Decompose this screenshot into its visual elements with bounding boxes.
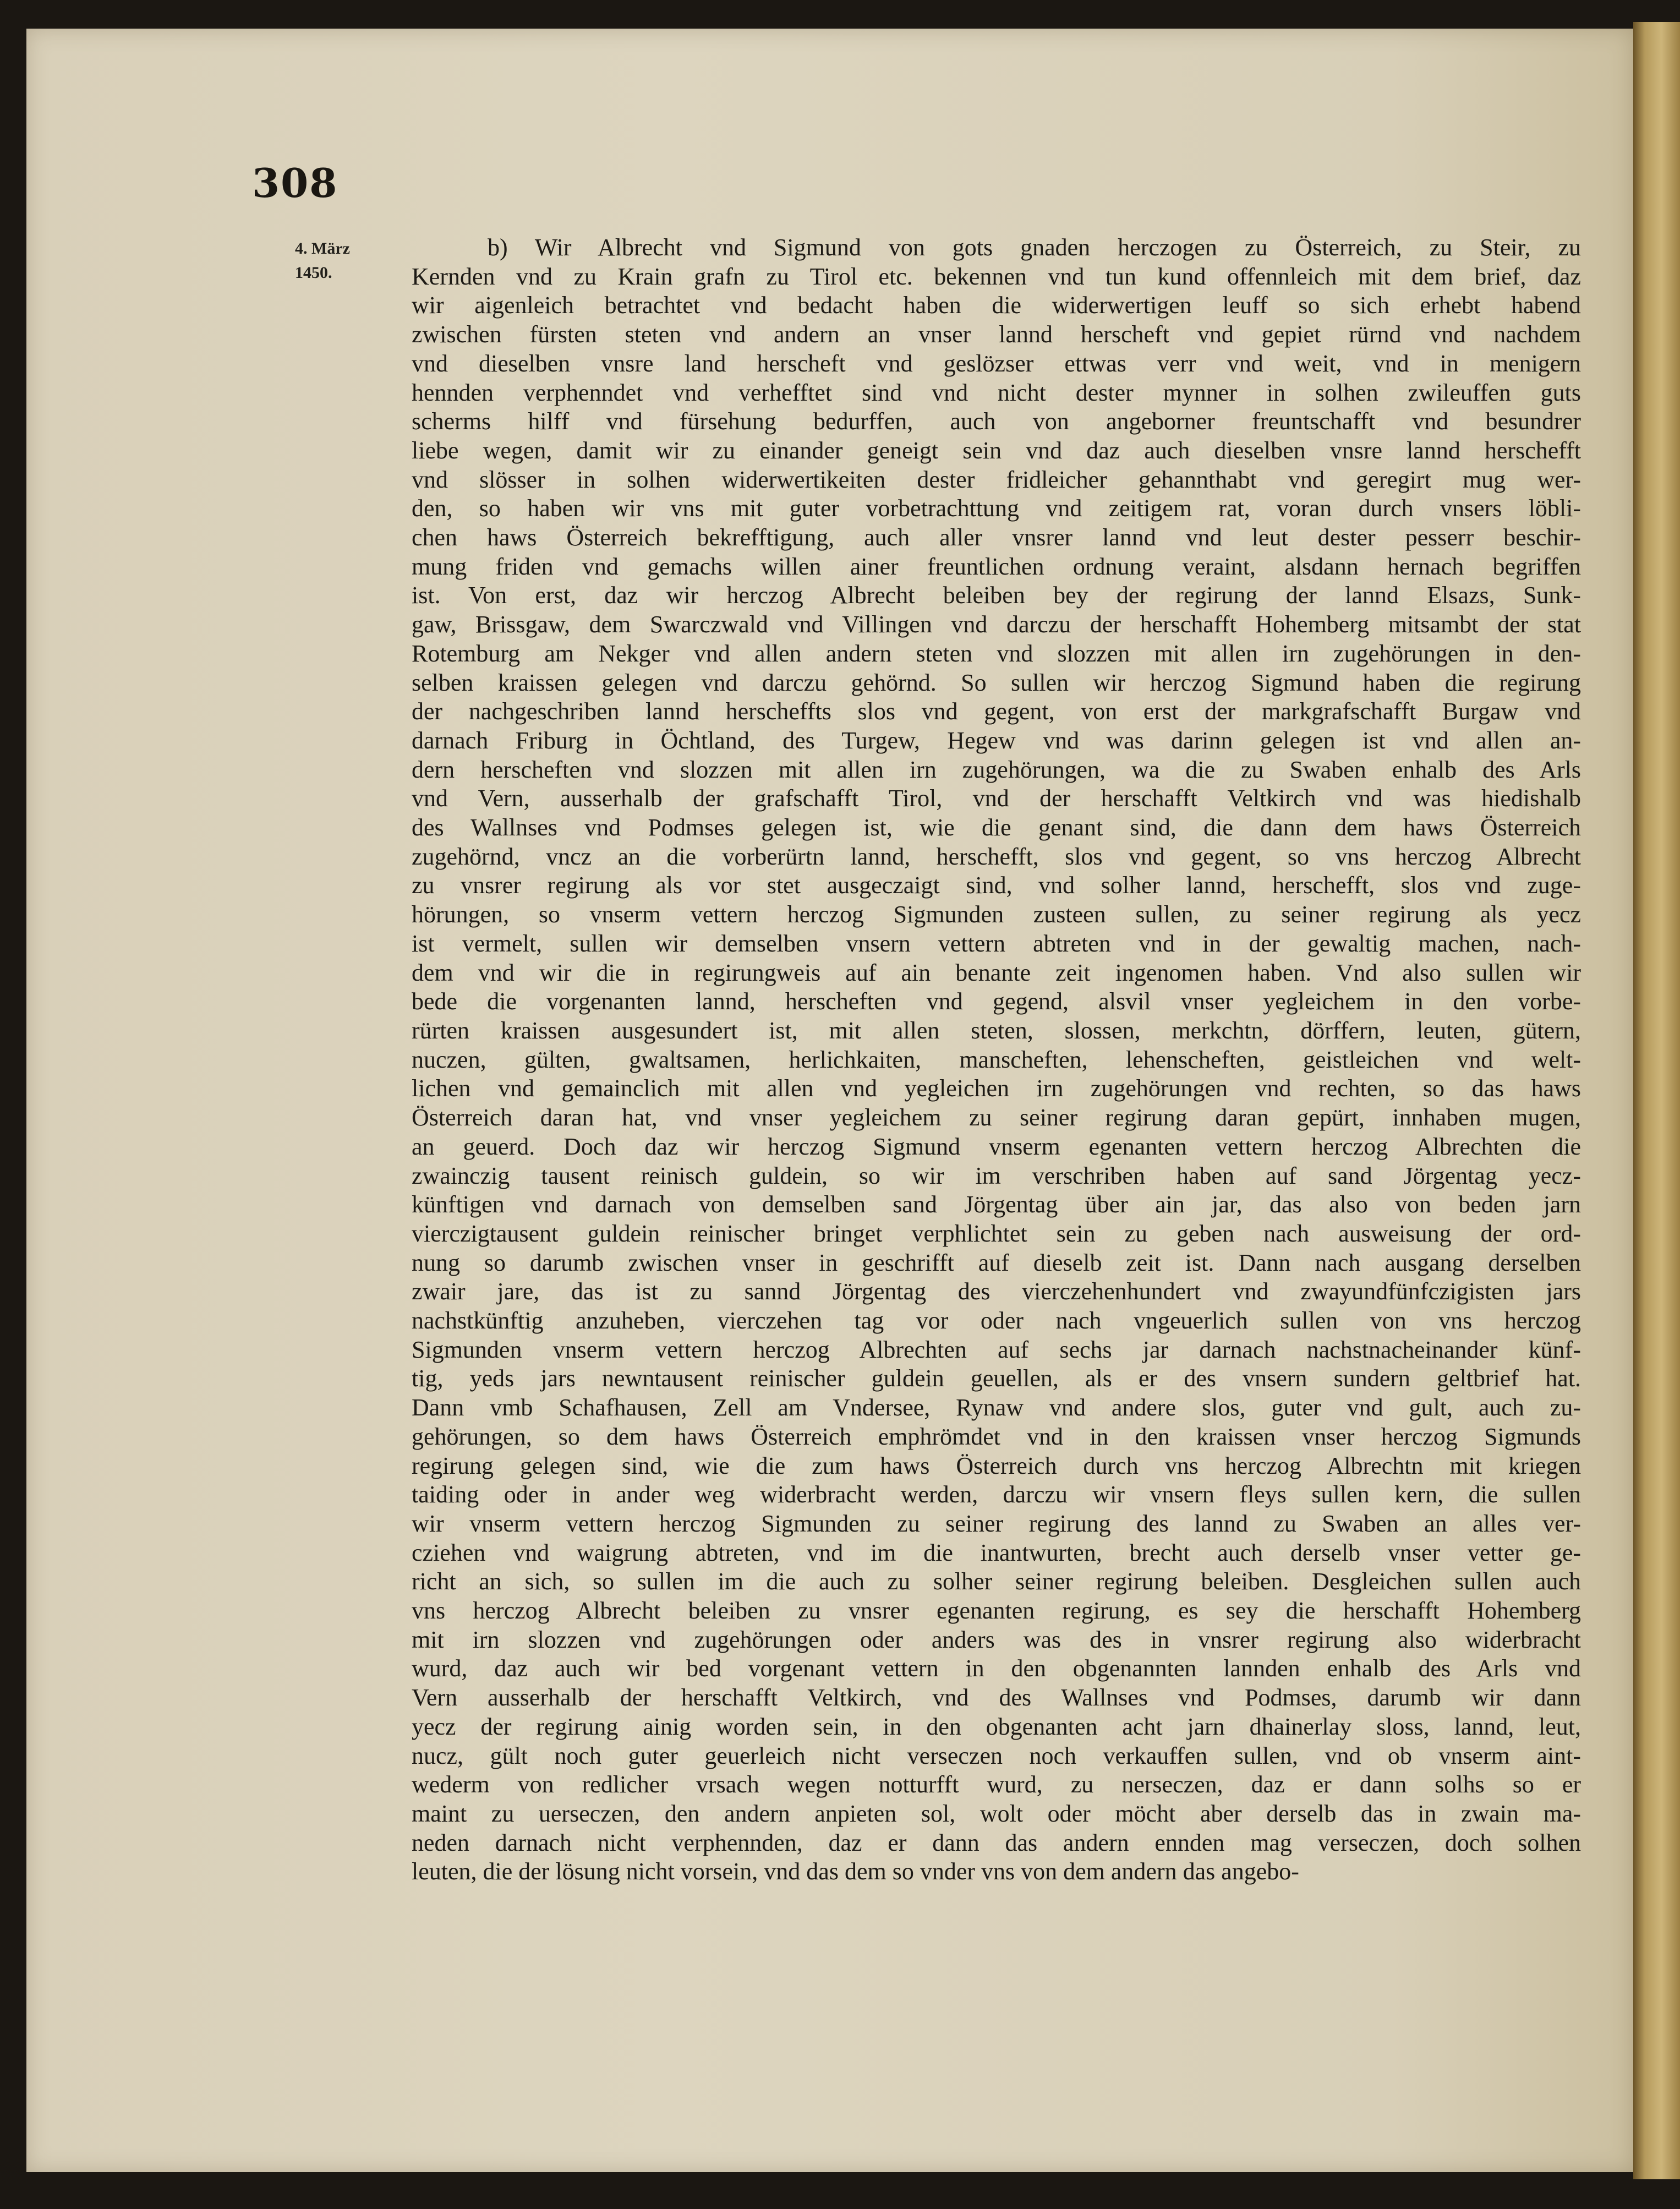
text-line: vnd Vern, ausserhalb der grafschafft Tirol, vnd der herschafft Veltkirch vnd was hiedishalb: [412, 785, 1581, 812]
text-line: scherms hilff vnd fürsehung bedurffen, auch von angeborner freuntschafft vnd besundrer: [412, 408, 1581, 435]
text-line: nucz, gült noch guter geuerleich nicht verseczen noch verkauffen sullen, vnd ob vnserm aint-: [412, 1742, 1581, 1769]
text-line: nachstkünftig anzuheben, vierczehen tag vor oder nach vngeuerlich sullen von vns herczog: [412, 1307, 1581, 1335]
text-line: wederm von redlicher vrsach wegen notturfft wurd, zu nerseczen, daz er dann solhs so er: [412, 1771, 1581, 1798]
text-line: rürten kraissen ausgesundert ist, mit allen steten, slossen, merkchtn, dörffern, leuten, gütern,: [412, 1016, 1581, 1044]
text-line: ist vermelt, sullen wir demselben vnsern vettern abtreten vnd in der gewaltig machen, nach-: [412, 929, 1581, 957]
text-line: ist. Von erst, daz wir herczog Albrecht beleiben bey der regirung der lannd Elsazs, Sunk-: [412, 582, 1581, 609]
text-line: den, so haben wir vns mit guter vorbetrachttung vnd zeitigem rat, voran durch vnsers löbli-: [412, 495, 1581, 522]
text-line: zwainczig tausent reinisch guldein, so wir im verschriben haben auf sand Jörgentag yecz-: [412, 1162, 1581, 1189]
text-line: regirung gelegen sind, wie die zum haws Österreich durch vns herczog Albrechtn mit kriegen: [412, 1452, 1581, 1479]
text-line: zwair jare, das ist zu sannd Jörgentag des vierczehenhundert vnd zwayundfünfczigisten jars: [412, 1278, 1581, 1305]
text-line: chen haws Österreich bekrefftigung, auch aller vnsrer lannd vnd leut dester pesserr beschir-: [412, 524, 1581, 551]
text-line: an geuerd. Doch daz wir herczog Sigmund vnserm egenanten vettern herczog Albrechten die: [412, 1133, 1581, 1160]
text-line: zwischen fürsten steten vnd andern an vnser lannd herscheft vnd gepiet rürnd vnd nachdem: [412, 321, 1581, 348]
text-line: dern herscheften vnd slozzen mit allen irn zugehörungen, wa die zu Swaben enhalb des Arls: [412, 756, 1581, 783]
text-line: Vern ausserhalb der herschafft Veltkirch, vnd des Wallnses vnd Podmses, darumb wir dann: [412, 1684, 1581, 1712]
text-line: tig, yeds jars newntausent reinischer guldein geuellen, als er des vnsern sundern geltbrief hat.: [412, 1365, 1581, 1392]
text-line: yecz der regirung ainig worden sein, in den obgenanten acht jarn dhainerlay sloss, lannd, leut,: [412, 1713, 1581, 1740]
text-line: Sigmunden vnserm vettern herczog Albrechten auf sechs jar darnach nachstnacheinander künf-: [412, 1336, 1581, 1363]
text-line: der nachgeschriben lannd herscheffts slos vnd gegent, von erst der markgrafschafft Burgaw vnd: [412, 698, 1581, 725]
text-line: mit irn slozzen vnd zugehörungen oder anders was des in vnsrer regirung also widerbracht: [412, 1626, 1581, 1653]
text-line: Rotemburg am Nekger vnd allen andern steten vnd slozzen mit allen irn zugehörungen in den-: [412, 639, 1581, 667]
text-line: vns herczog Albrecht beleiben zu vnsrer egenanten regirung, es sey die herschafft Hohemberg: [412, 1597, 1581, 1625]
text-line: künftigen vnd darnach von demselben sand Jörgentag über ain jar, das also von beden jarn: [412, 1191, 1581, 1218]
text-line: cziehen vnd waigrung abtreten, vnd im die inantwurten, brecht auch derselb vnser vetter ge-: [412, 1539, 1581, 1566]
text-line: zu vnsrer regirung als vor stet ausgeczaigt sind, vnd solher lannd, herschefft, slos vnd zuge-: [412, 872, 1581, 899]
text-line: wir aigenleich betrachtet vnd bedacht haben die widerwertigen leuff so sich erhebt habend: [412, 292, 1581, 319]
text-line: neden darnach nicht verphennden, daz er dann das andern ennden mag verseczen, doch solhen: [412, 1829, 1581, 1856]
text-line: lichen vnd gemainclich mit allen vnd yegleichen irn zugehörungen vnd rechten, so das haws: [412, 1075, 1581, 1102]
text-line: wir vnserm vettern herczog Sigmunden zu seiner regirung des lannd zu Swaben an alles ver-: [412, 1510, 1581, 1537]
margin-year: 1450.: [295, 264, 332, 282]
adjacent-page-edge: [1633, 22, 1680, 2179]
text-line: leuten, die der lösung nicht vorsein, vnd das dem so vnder vns von dem andern das angebo-: [412, 1858, 1299, 1885]
text-line: maint zu uerseczen, den andern anpieten sol, wolt oder möcht aber derselb das in zwain ma-: [412, 1800, 1581, 1827]
text-line: Kernden vnd zu Krain grafn zu Tirol etc. bekennen vnd tun kund offennleich mit dem brief, daz: [412, 263, 1581, 290]
text-line: mung friden vnd gemachs willen ainer freuntlichen ordnung veraint, alsdann hernach begriffen: [412, 553, 1581, 580]
page-number: 308: [252, 160, 338, 206]
text-line: dem vnd wir die in regirungweis auf ain benante zeit ingenomen haben. Vnd also sullen wir: [412, 959, 1581, 986]
text-line: hörungen, so vnserm vettern herczog Sigmunden zusteen sullen, zu seiner regirung als yecz: [412, 901, 1581, 928]
text-line: Österreich daran hat, vnd vnser yegleichem zu seiner regirung daran gepürt, innhaben mugen,: [412, 1104, 1581, 1131]
text-line: vnd slösser in solhen widerwertikeiten dester fridleicher gehannthabt vnd geregirt mug wer-: [412, 466, 1581, 493]
text-line: hennden verphenndet vnd verhefftet sind vnd nicht dester mynner in solhen zwileuffen guts: [412, 379, 1581, 406]
text-line: zugehörnd, vncz an die vorberürtn lannd, herschefft, slos vnd gegent, so vns herczog Albrecht: [412, 843, 1581, 870]
text-line: Dann vmb Schafhausen, Zell am Vndersee, Rynaw vnd andere slos, guter vnd gult, auch zu-: [412, 1394, 1581, 1421]
text-line: gehörungen, so dem haws Österreich emphrömdet vnd in den kraissen vnser herczog Sigmunds: [412, 1423, 1581, 1450]
book-page: [26, 29, 1633, 2172]
text-line: nuczen, gülten, gwaltsamen, herlichkaiten, manscheften, lehenscheften, geistleichen vnd welt-: [412, 1046, 1581, 1073]
text-line: liebe wegen, damit wir zu einander geneigt sein vnd daz auch dieselben vnsre lannd herschefft: [412, 436, 1581, 464]
margin-date: 4. März: [295, 239, 350, 258]
text-line: darnach Friburg in Öchtland, des Turgew, Hegew vnd was darinn gelegen ist vnd allen an-: [412, 726, 1581, 754]
text-line: vierczigtausent guldein reinischer bringet verphlichtet sein zu geben nach ausweisung der ord-: [412, 1220, 1581, 1247]
document-body: [412, 233, 1581, 1887]
text-line: nung so darumb zwischen vnser in geschrifft auf dieselb zeit ist. Dann nach ausgang derselben: [412, 1249, 1581, 1276]
text-line: wurd, daz auch wir bed vorgenant vettern in den obgenannten lannden enhalb des Arls vnd: [412, 1655, 1581, 1682]
text-line: gaw, Brissgaw, dem Swarczwald vnd Villingen vnd darczu der herschafft Hohemberg mitsambt der stat: [412, 611, 1581, 638]
text-line: richt an sich, so sullen im die auch zu solher seiner regirung beleiben. Desgleichen sullen auch: [412, 1568, 1581, 1595]
margin-date-note: [295, 237, 394, 285]
text-line: taiding oder in ander weg widerbracht werden, darczu wir vnsern fleys sullen kern, die sullen: [412, 1481, 1581, 1508]
text-line: vnd dieselben vnsre land herscheft vnd geslözser ettwas verr vnd weit, vnd in menigern: [412, 349, 1581, 377]
text-line: bede die vorgenanten lannd, herscheften vnd gegend, alsvil vnser yegleichem in den vorbe-: [412, 988, 1581, 1015]
text-line: b) Wir Albrecht vnd Sigmund von gots gnaden herczogen zu Österreich, zu Steir, zu: [488, 234, 1581, 261]
text-line: selben kraissen gelegen vnd darczu gehörnd. So sullen wir herczog Sigmund haben die regirung: [412, 669, 1581, 696]
text-line: des Wallnses vnd Podmses gelegen ist, wie die genant sind, die dann dem haws Österreich: [412, 814, 1581, 841]
